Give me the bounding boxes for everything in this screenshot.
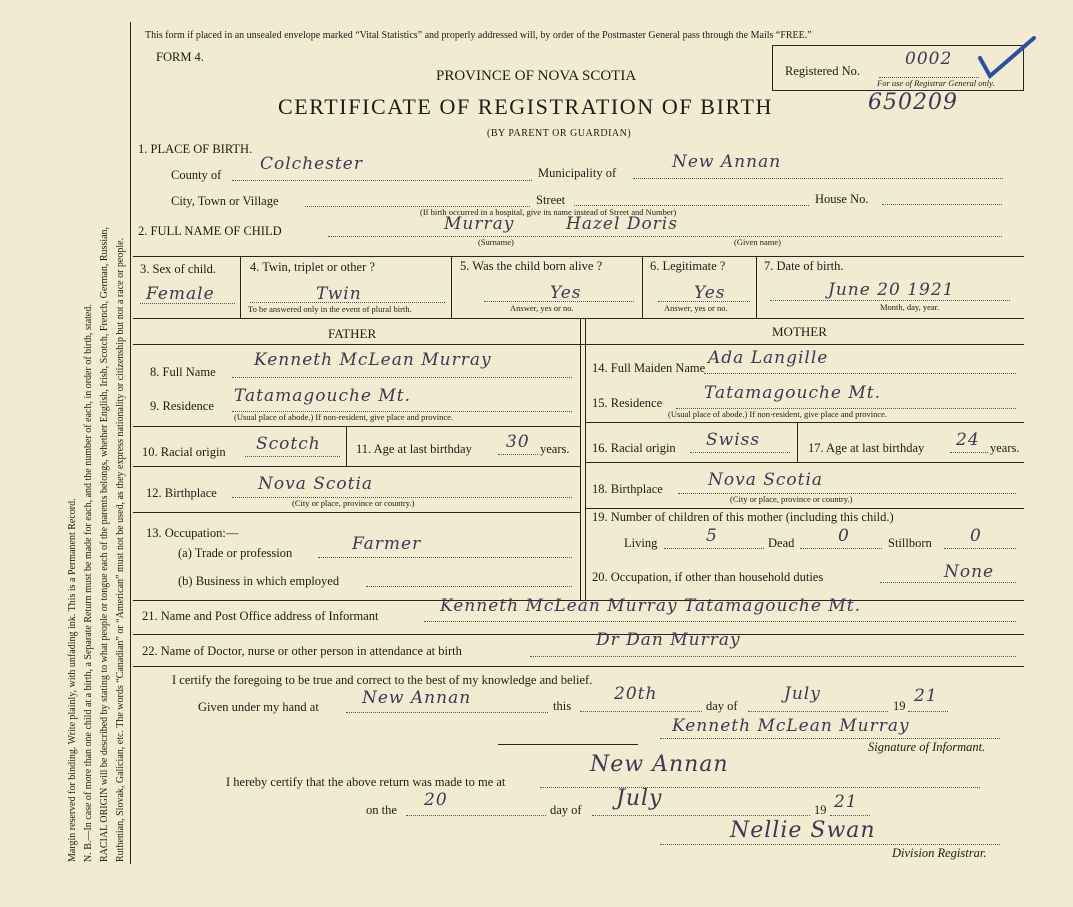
mother-age-unit: years. <box>990 441 1020 455</box>
doctor-value: Dr Dan Murray <box>596 630 741 650</box>
stillborn-label: Stillborn <box>888 536 932 550</box>
registrar-place-line <box>540 787 980 788</box>
registered-number: 0002 <box>905 49 953 69</box>
parents-divider <box>580 318 581 600</box>
street-label: Street <box>536 193 566 207</box>
stillborn-line <box>944 548 1016 549</box>
registrar-day-line <box>406 815 546 816</box>
rule-father-race <box>133 426 580 427</box>
mother-occupation-value: None <box>944 562 995 582</box>
province-title: PROVINCE OF NOVA SCOTIA <box>436 68 637 84</box>
father-heading: FATHER <box>328 326 377 341</box>
divider-6-7 <box>756 256 757 318</box>
registrar-statement: I hereby certify that the above return was made to me at <box>226 775 506 789</box>
twin-note: To be answered only in the event of plural birth. <box>248 304 412 314</box>
rule-mother-birth <box>585 462 1024 463</box>
mother-age-label: 17. Age at last birthday <box>808 441 925 455</box>
dead-value: 0 <box>838 526 850 546</box>
legitimate-value: Yes <box>694 283 726 303</box>
left-margin-rule <box>130 22 131 864</box>
registered-label: Registered No. <box>785 64 860 78</box>
alive-value: Yes <box>550 283 582 303</box>
this-label: this <box>553 699 572 713</box>
father-race-label: 10. Racial origin <box>142 445 226 459</box>
father-name-line <box>232 377 572 378</box>
sidebar-line-2: N. B.—In case of more than one child at a birth, a Separate Return must be made for each, and the number of each, in order of birth, stated. <box>83 304 94 862</box>
mother-age-line <box>950 452 988 453</box>
municipality-line <box>633 178 1003 179</box>
father-age-line <box>498 454 538 455</box>
hospital-note: (If birth occurred in a hospital, give its name instead of Street and Number) <box>420 207 677 217</box>
municipality-label: Municipality of <box>538 166 617 180</box>
rule-certify <box>133 666 1024 667</box>
registrar-year-prefix: 19 <box>814 803 827 817</box>
father-name-value: Kenneth McLean Murray <box>254 350 492 370</box>
date-value: June 20 1921 <box>828 280 955 300</box>
form-number: FORM 4. <box>156 50 204 64</box>
doctor-label: 22. Name of Doctor, nurse or other person in attendance at birth <box>142 644 462 658</box>
informant-value: Kenneth McLean Murray Tatamagouche Mt. <box>440 596 861 616</box>
registrar-day-value: 20 <box>424 790 448 810</box>
father-residence-label: 9. Residence <box>150 399 214 413</box>
child-surname: Murray <box>444 214 515 234</box>
mother-residence-note: (Usual place of abode.) If non-resident, give place and province. <box>668 409 888 419</box>
father-age-unit: years. <box>540 442 570 456</box>
sidebar-line-1: Margin reserved for binding. Write plainly, with unfading ink. This is a Permanent Record. <box>67 498 78 862</box>
twin-line <box>250 302 445 303</box>
divider-4-5 <box>451 256 452 318</box>
informant-signature: Kenneth McLean Murray <box>672 716 910 736</box>
given-month-value: July <box>784 684 821 704</box>
mother-residence-label: 15. Residence <box>592 396 663 410</box>
rule-parents-head <box>133 344 1024 345</box>
father-trade-value: Farmer <box>352 534 422 554</box>
mother-name-value: Ada Langille <box>708 348 829 368</box>
children-label: 19. Number of children of this mother (including this child.) <box>592 510 894 524</box>
divider-5-6 <box>642 256 643 318</box>
given-day-value: 20th <box>614 684 658 704</box>
divider-race-age-m <box>797 422 798 462</box>
registrar-signature: Nellie Swan <box>730 818 876 843</box>
alive-line <box>484 301 634 302</box>
dead-label: Dead <box>768 536 795 550</box>
given-place-value: New Annan <box>362 688 472 708</box>
county-value: Colchester <box>260 154 363 174</box>
registrar-note: For use of Registrar General only. <box>877 78 995 88</box>
registrar-month-value: July <box>616 786 663 811</box>
doctor-line <box>530 656 1016 657</box>
mother-occupation-line <box>880 582 1016 583</box>
rule-top-row <box>133 256 1024 257</box>
registrar-dayof-label: day of <box>550 803 582 817</box>
registrar-signature-label: Division Registrar. <box>892 846 987 860</box>
father-residence-value: Tatamagouche Mt. <box>234 386 412 406</box>
city-label: City, Town or Village <box>171 194 279 208</box>
twin-label: 4. Twin, triplet or other ? <box>250 260 375 274</box>
signature-label: Signature of Informant. <box>868 740 986 754</box>
father-birthplace-note: (City or place, province or country.) <box>292 498 415 508</box>
mother-birthplace-label: 18. Birthplace <box>592 482 663 496</box>
mother-occupation-label: 20. Occupation, if other than household duties <box>592 570 824 584</box>
father-trade-line <box>318 557 572 558</box>
rule-father-occ <box>133 512 580 513</box>
given-note: (Given name) <box>734 237 781 247</box>
sidebar-line-4: Ruthenian, Slovak, Galician, etc. The words “Canadian” or “American” must not be used, as they express nationality or citizenship but not a race or people. <box>115 237 126 862</box>
mother-race-value: Swiss <box>706 430 761 450</box>
sex-label: 3. Sex of child. <box>140 262 217 276</box>
mother-heading: MOTHER <box>772 324 827 339</box>
living-line <box>664 548 764 549</box>
alive-note: Answer, yes or no. <box>510 303 574 313</box>
informant-label: 21. Name and Post Office address of Informant <box>142 609 379 623</box>
father-business-label: (b) Business in which employed <box>178 574 340 588</box>
surname-note: (Surname) <box>478 237 514 247</box>
given-month-line <box>748 711 888 712</box>
given-year-value: 21 <box>914 686 938 706</box>
mother-residence-value: Tatamagouche Mt. <box>704 383 882 403</box>
registrar-place-value: New Annan <box>590 752 729 777</box>
given-year-prefix: 19 <box>893 699 906 713</box>
registrar-month-line <box>592 815 810 816</box>
mother-age-value: 24 <box>956 430 980 450</box>
rule-doctor <box>133 634 1024 635</box>
street-line <box>574 205 809 206</box>
father-residence-note: (Usual place of abode.) If non-resident, give place and province. <box>234 412 454 422</box>
father-birthplace-label: 12. Birthplace <box>146 486 217 500</box>
given-label: Given under my hand at <box>198 700 319 714</box>
registrar-year-line <box>830 815 870 816</box>
father-name-label: 8. Full Name <box>150 365 216 379</box>
mother-name-label: 14. Full Maiden Name <box>592 361 706 375</box>
registrar-signature-line <box>660 844 1000 845</box>
divider-race-age-f <box>346 426 347 466</box>
signature-line <box>660 738 1000 739</box>
given-year-line <box>908 711 948 712</box>
child-given-name: Hazel Doris <box>566 214 678 234</box>
county-label: County of <box>171 168 222 182</box>
father-race-value: Scotch <box>256 434 321 454</box>
father-race-line <box>245 456 340 457</box>
mother-race-label: 16. Racial origin <box>592 441 676 455</box>
father-business-line <box>366 586 572 587</box>
legitimate-line <box>658 301 750 302</box>
twin-value: Twin <box>316 284 362 304</box>
municipality-value: New Annan <box>672 152 782 172</box>
father-age-label: 11. Age at last birthday <box>356 442 472 456</box>
postal-notice: This form if placed in an unsealed envelope marked “Vital Statistics” and properly addressed will, by order of the Postmaster General pass through the Mails “FREE.” <box>145 30 812 41</box>
given-dayof-label: day of <box>706 699 738 713</box>
alive-label: 5. Was the child born alive ? <box>460 259 603 273</box>
registrar-on-label: on the <box>366 803 397 817</box>
mother-name-line <box>704 373 1016 374</box>
place-of-birth-label: 1. PLACE OF BIRTH. <box>138 142 253 156</box>
sex-line <box>140 303 235 304</box>
parents-divider-2 <box>585 318 586 600</box>
checkmark-icon <box>978 36 1038 86</box>
certificate-subtitle: (BY PARENT OR GUARDIAN) <box>487 128 632 139</box>
rule-bottom-row <box>133 318 1024 319</box>
rule-father-birth <box>133 466 580 467</box>
certify-statement: I certify the foregoing to be true and correct to the best of my knowledge and belief. <box>172 673 593 687</box>
house-line <box>882 204 1002 205</box>
date-note: Month, day, year. <box>880 302 940 312</box>
rule-mother-race <box>585 422 1024 423</box>
living-value: 5 <box>706 526 718 546</box>
given-day-line <box>580 711 702 712</box>
living-label: Living <box>624 536 658 550</box>
father-occupation-label: 13. Occupation:— <box>146 526 239 540</box>
stillborn-value: 0 <box>970 526 982 546</box>
legitimate-note: Answer, yes or no. <box>664 303 728 313</box>
father-age-value: 30 <box>506 432 530 452</box>
child-name-line <box>328 236 1002 237</box>
mother-race-line <box>690 452 790 453</box>
dead-line <box>800 548 882 549</box>
legitimate-label: 6. Legitimate ? <box>650 259 726 273</box>
father-birthplace-value: Nova Scotia <box>258 474 374 494</box>
certificate-title: CERTIFICATE OF REGISTRATION OF BIRTH <box>278 94 773 119</box>
divider-3-4 <box>240 256 241 318</box>
county-line <box>232 180 532 181</box>
date-line <box>770 300 1010 301</box>
mother-birthplace-value: Nova Scotia <box>708 470 824 490</box>
given-place-line <box>346 712 548 713</box>
mother-birthplace-note: (City or place, province or country.) <box>730 494 853 504</box>
father-trade-label: (a) Trade or profession <box>178 546 293 560</box>
sex-value: Female <box>146 284 215 304</box>
house-label: House No. <box>815 192 869 206</box>
registrar-year-value: 21 <box>834 792 858 812</box>
rule-mother-children <box>585 508 1024 509</box>
certificate-number: 650209 <box>868 90 958 115</box>
sidebar-line-3: RACIAL ORIGIN will be described by stating to what people or tongue each of the parents belongs, whether English, Irish, Scotch, French, German, Russian, <box>99 226 110 862</box>
informant-line <box>424 621 1016 622</box>
date-label: 7. Date of birth. <box>764 259 844 273</box>
rule-sig-short <box>498 744 638 745</box>
child-name-label: 2. FULL NAME OF CHILD <box>138 224 282 238</box>
